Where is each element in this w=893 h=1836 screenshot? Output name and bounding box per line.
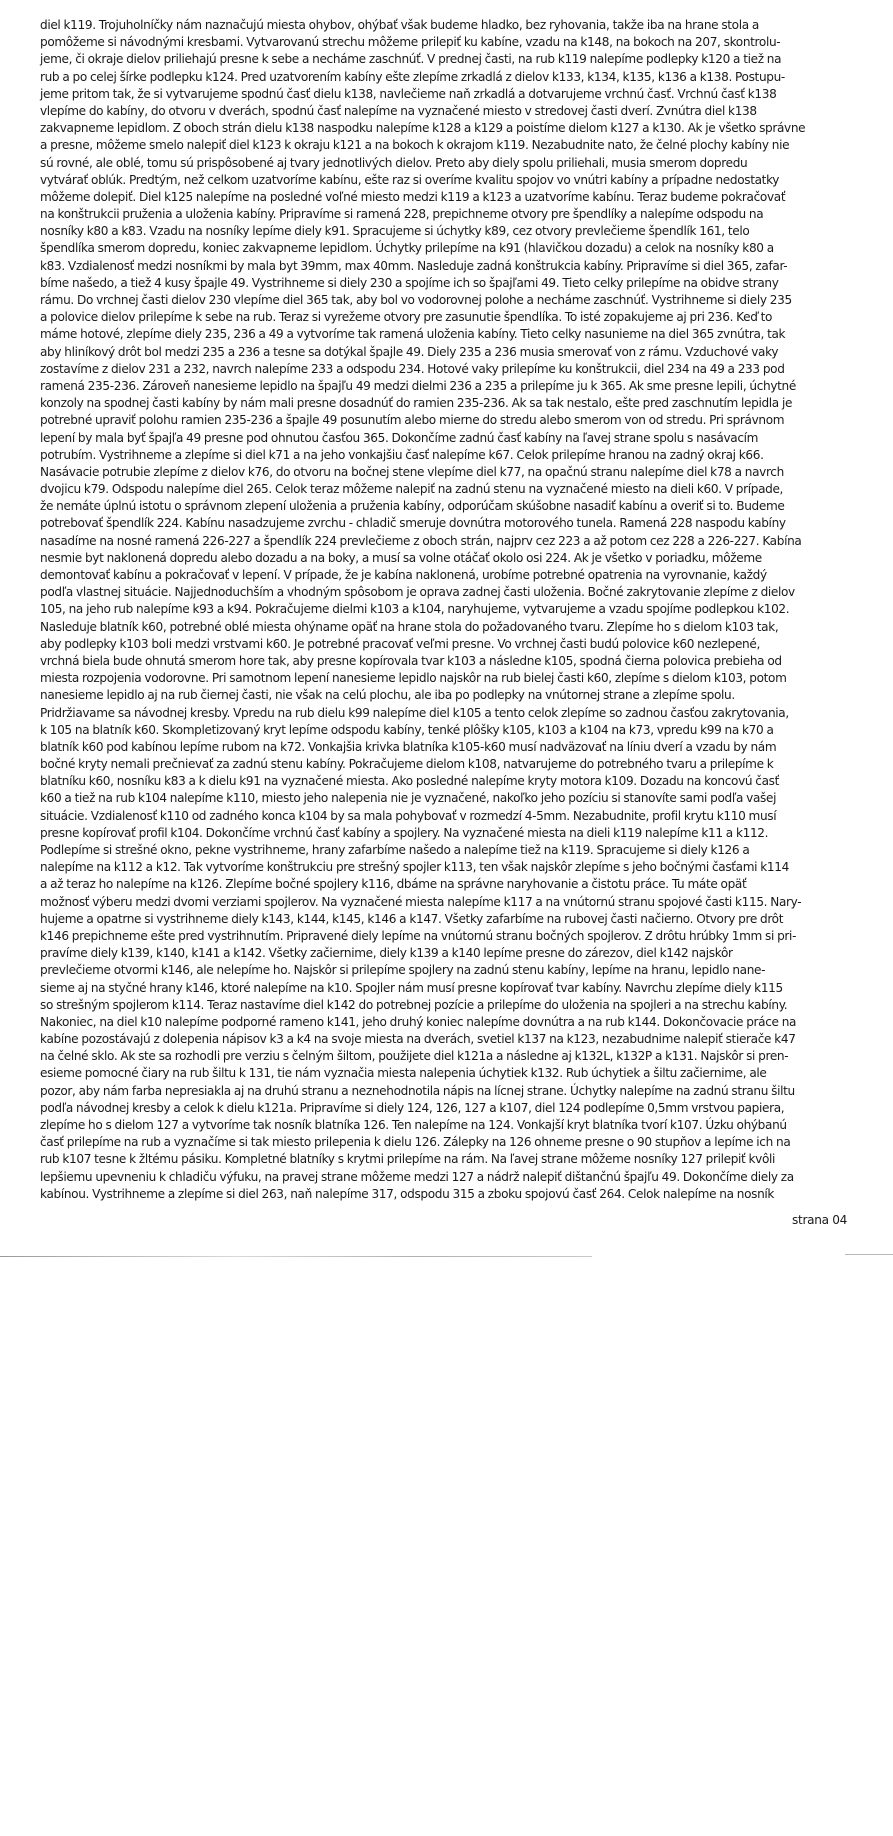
text-line: bočné kryty nemali prečnievať za zadnú stenu kabíny. Pokračujeme dielom k108, natvarujeme do potrebného tvaru a prilepíme k — [40, 757, 774, 772]
text-line: Nasávacie potrubie zlepíme z dielov k76, do otvoru na bočnej stene vlepíme diel k77, na opačnú stranu nalepíme diel k78 a navrch — [40, 464, 784, 479]
text-line: časť prilepíme na rub a vyznačíme si tak miesto prilepenia k dielu 126. Zálepky na 126 ohneme presne o 90 stupňov a lepíme ich na — [40, 1135, 791, 1150]
text-line: zostavíme z dielov 231 a 232, navrch nalepíme 233 a odspodu 234. Hotové vaky prilepíme ku konštrukcii, diel 234 na 49 a 233 pod — [40, 361, 785, 376]
text-line: k60 a tiež na rub k104 nalepíme k110, miesto jeho nalepenia nie je vyznačené, nakoľko jeho pozíciu si stanovíte sami podľa vašej — [40, 791, 777, 806]
text-line: podľa vlastnej situácie. Najjednoduchším a vhodným spôsobom je oprava zadnej časti uloženia. Bočné zakrytovanie zlepíme z dielov — [40, 585, 795, 600]
text-line: sú rovné, ale oblé, tomu sú prispôsobené aj tvary jednotlivých dielov. Preto aby diely spolu priliehali, musia smerom dopredu — [40, 155, 748, 170]
text-line: na konštrukcii pruženia a uloženia kabíny. Pripravíme si ramená 228, prepichneme otvory pre špendlíky a nalepíme odspodu na — [40, 207, 764, 222]
text-line: vrchná biela bude ohnutá smerom hore tak, aby presne kopírovala tvar k103 a následne k105, spodná čierna polovica prebieha od — [40, 653, 782, 668]
text-line: Nakoniec, na diel k10 nalepíme podporné rameno k141, jeho druhý koniec nalepíme dovnútra a na rub k144. Dokončovacie práce na — [40, 1014, 797, 1029]
text-line: a presne, môžeme smelo nalepiť diel k123 k okraju k121 a na bokoch k okrajom k119. Nezabudnite nato, že čelné plochy kabíny nie — [40, 138, 790, 153]
text-line: jeme pritom tak, že si vytvarujeme spodnú časť dielu k138, navlečieme naň zrkadlá a dotvarujeme vrchnú časť. Vrchnú časť k138 — [40, 86, 777, 101]
text-line: miesta rozpojenia vodorovne. Pri samotnom lepení nanesieme lepidlo najskôr na rub bielej časti k60, zlepíme s dielom k103, potom — [40, 671, 787, 686]
page-divider-line — [845, 1254, 893, 1255]
text-line: rub a po celej šírke podlepku k124. Pred uzatvorením kabíny ešte zlepíme zrkadlá z dielov k133, k134, k135, k136 a k138. Postupu- — [40, 69, 785, 84]
text-line: zlepíme ho s dielom 127 a vytvoríme tak nosník blatníka 126. Ten nalepíme na 124. Vonkajší kryt blatníka tvorí k107. Úzku ohýbanú — [40, 1118, 787, 1132]
text-line: máme hotové, zlepíme diely 235, 236 a 49 a vytvoríme tak ramená uloženia kabíny. Tieto celky nasunieme na diel 365 zvnútra, tak — [40, 327, 786, 342]
text-line: lepení by mala byť špajľa 49 presne pod ohnutou časťou 365. Dokončíme zadnú časť kabíny na ľavej strane spolu s nasávacím — [40, 430, 759, 445]
text-line: a polovice dielov prilepíme k sebe na rub. Teraz si vyrežeme otvory pre zasunutie špendlíka. To isté zopakujeme aj pri 236. Keď to — [40, 310, 773, 325]
body-text — [40, 17, 860, 1203]
text-line: že nemáte úplnú istotu o správnom zlepení uloženia a pruženia kabíny, odporúčam skúšobne nasadiť kabínu a overiť si to. Budeme — [40, 499, 785, 514]
text-line: blatník k60 pod kabínou lepíme rubom na k72. Vonkajšia krivka blatníka k105-k60 musí nadväzovať na líniu dverí a vzadu by nám — [40, 739, 777, 754]
text-line: lepšiemu upevneniu k chladiču výfuku, na pravej strane môžeme medzi 127 a nádrž nalepiť dištančnú špajľu 49. Dokončíme diely za — [40, 1169, 794, 1184]
text-line: potrebovať špendlík 224. Kabínu nasadzujeme zvrchu - chladič smeruje dovnútra motorového tunela. Ramená 228 naspodu kabíny — [40, 516, 786, 531]
text-line: blatníku k60, nosníku k83 a k dielu k91 na vyznačené miesta. Ako posledné nalepíme kryty motora k109. Dozadu na koncovú časť — [40, 774, 780, 789]
text-line: vlepíme do kabíny, do otvoru v dverách, spodnú časť nalepíme na vyznačené miesto v stredovej časti dverí. Zvnútra diel k138 — [40, 103, 757, 118]
text-line: demontovať kabínu a pokračovať v lepení. V prípade, že je kabína naklonená, urobíme potrebné opatrenia na vyrovnanie, každý — [40, 568, 767, 582]
text-line: potrubím. Vystrihneme a zlepíme si diel k71 a na jeho vonkajšiu časť nalepíme k67. Celok prilepíme hranou na zadný okraj k66. — [40, 447, 764, 462]
text-line: k 105 na blatník k60. Skompletizovaný kryt lepíme odspodu kabíny, tenké plôšky k105, k103 a k104 na k73, vpredu k99 na k70 a — [40, 722, 774, 737]
text-line: diel k119. Trojuholníčky nám naznačujú miesta ohybov, ohýbať však budeme hladko, bez ryhovania, takže iba na hrane stola a — [40, 18, 759, 32]
text-line: a až teraz ho nalepíme na k126. Zlepíme bočné spojlery k116, dbáme na správne naryhovanie a čistotu práce. Tu máte opäť — [40, 877, 747, 892]
text-line: špendlíka smerom dopredu, koniec zakvapneme lepidlom. Úchytky prilepíme na k91 (hlavičkou dozadu) a celok na nosníky k80 a — [40, 241, 774, 256]
text-line: situácie. Vzdialenosť k110 od zadného konca k104 by sa mala pohybovať v rozmedzí 4-5mm. Nezabudnite, profil krytu k110 musí — [40, 808, 777, 823]
text-line: podľa návodnej kresby a celok k dielu k121a. Pripravíme si diely 124, 126, 127 a k107, diel 124 podlepíme 0,5mm vrstvou papiera, — [40, 1100, 785, 1115]
text-line: esieme pomocné čiary na rub šiltu k 131, tie nám vyznačia miesta nalepenia úchytiek k132. Rub úchytiek a šiltu začiernime, ale — [40, 1066, 767, 1081]
text-line: hujeme a opatrne si vystrihneme diely k143, k144, k145, k146 a k147. Všetky zafarbíme na rubovej časti načierno. Otvory pre drôt — [40, 911, 784, 926]
text-line: rámu. Do vrchnej časti dielov 230 vlepíme diel 365 tak, aby bol vo vodorovnej polohe a necháme zaschnúť. Vystrihneme si diely 235 — [40, 293, 792, 307]
text-line: môžeme dolepiť. Diel k125 nalepíme na posledné voľné miesto medzi k119 a k123 a uzatvoríme kabínu. Teraz budeme pokračovať — [40, 189, 786, 204]
text-line: potrebné upraviť polohu ramien 235-236 a špajle 49 posunutím alebo mierne do stredu alebo smerom von od stredu. Pri správnom — [40, 413, 785, 428]
text-line: jeme, či okraje dielov priliehajú presne k sebe a necháme zaschnúť. V prednej časti, na rub k119 nalepíme podlepky k120 a tiež na — [40, 52, 782, 67]
text-line: presne kopírovať profil k104. Dokončíme vrchnú časť kabíny a spojlery. Na vyznačené miesta na dieli k119 nalepíme k11 a k112. — [40, 825, 769, 840]
text-line: rub k107 tesne k žltému pásiku. Kompletné blatníky s krytmi prilepíme na rám. Na ľavej strane môžeme nosníky 127 prilepiť kvôli — [40, 1152, 776, 1167]
text-line: Podlepíme si strešné okno, pekne vystrihneme, hrany zafarbíme našedo a nalepíme tiež na k119. Spracujeme si diely k126 a — [40, 843, 750, 857]
text-line: pomôžeme si návodnými kresbami. Vytvarovanú strechu môžeme prilepiť ku kabíne, vzadu na k148, na bokoch na 207, skontrolu- — [40, 35, 781, 50]
text-line: sieme aj na styčné hrany k146, ktoré nalepíme na k10. Spojler nám musí presne kopírovať tvar kabíny. Navrchu zlepíme diely k115 — [40, 980, 783, 995]
text-line: vytvárať oblúk. Predtým, než celkom uzatvoríme kabínu, ešte raz si overíme kvalitu spojov vo vnútri kabíny a prípadne nedostatky — [40, 172, 780, 187]
text-line: kabínou. Vystrihneme a zlepíme si diel 263, naň nalepíme 317, odspodu 315 a zboku spojovú časť 264. Celok nalepíme na nosník — [40, 1186, 775, 1201]
text-line: aby podlepky k103 boli medzi vrstvami k60. Je potrebné pracovať veľmi presne. Vo vrchnej časti budú polovice k60 nezlepené, — [40, 636, 760, 651]
text-line: aby hliníkový drôt bol medzi 235 a 236 a tesne sa dotýkal špajle 49. Diely 235 a 236 musia smerovať von z rámu. Vzduchové vaky — [40, 344, 779, 359]
text-line: pravíme diely k139, k140, k141 a k142. Všetky začiernime, diely k139 a k140 lepíme presne do zárezov, diel k142 najskôr — [40, 946, 733, 961]
text-line: kabíne pozostávajú z dolepenia nápisov k3 a k4 na svoje miesta na dverách, svetiel k137 na k123, nezabudnime nalepiť stierače k47 — [40, 1032, 796, 1047]
text-line: k83. Vzdialenosť medzi nosníkmi by mala byt 39mm, max 40mm. Nasleduje zadná konštrukcia kabíny. Pripravíme si diel 365, zafar- — [40, 258, 788, 273]
text-line: prevlečieme otvormi k146, ale nelepíme ho. Najskôr si prilepíme spojlery na zadnú stenu kabíny, lepíme na hranu, lepidlo nane- — [40, 963, 766, 978]
text-line: Pridržiavame sa návodnej kresby. Vpredu na rub dielu k99 nalepíme diel k105 a tento celok zlepíme so zadnou časťou zakrytovania, — [40, 705, 789, 720]
text-line: so strešným spojlerom k114. Teraz nastavíme diel k142 do potrebnej pozície a prilepíme do uloženia na spojleri a na strechu kabíny. — [40, 997, 788, 1012]
page-divider-line — [0, 1256, 592, 1257]
text-line: zakvapneme lepidlom. Z oboch strán dielu k138 naspodku nalepíme k128 a k129 a poistíme dielom k127 a k130. Ak je všetko správne — [40, 121, 806, 136]
text-line: bíme našedo, a tiež 4 kusy špajle 49. Vystrihneme si diely 230 a spojíme ich so špajľami 49. Tieto celky prilepíme na obidve strany — [40, 275, 779, 290]
text-line: nasadíme na nosné ramená 226-227 a špendlík 224 prevlečieme z oboch strán, najprv cez 223 a až potom cez 228 a 226-227. Kabína — [40, 533, 802, 548]
text-line: nalepíme na k112 a k12. Tak vytvoríme konštrukciu pre strešný spojler k113, ten však najskôr zlepíme s jeho bočnými časťami k114 — [40, 860, 789, 875]
text-line: 105, na jeho rub nalepíme k93 a k94. Pokračujeme dielmi k103 a k104, naryhujeme, vytvarujeme a vzadu spojíme podlepkou k102. — [40, 602, 790, 617]
text-line: nanesieme lepidlo aj na rub čiernej časti, nie však na celú plochu, ale iba po podlepky na vnútornej strane a zlepíme spolu. — [40, 688, 735, 703]
text-line: konzoly na spodnej časti kabíny by nám mali presne dosadnúť do ramien 235-236. Ak sa tak nestalo, ešte pred zaschnutím lepidla je — [40, 396, 793, 411]
text-line: dvojicu k79. Odspodu nalepíme diel 265. Celok teraz môžeme nalepiť na zadnú stenu na vyznačené miesto na dieli k60. V prípade, — [40, 482, 784, 497]
page-number: strana 04 — [792, 1213, 848, 1227]
text-line: nosníky k80 a k83. Vzadu na nosníky lepíme diely k91. Spracujeme si úchytky k89, cez otvory prevlečieme špendlík 161, telo — [40, 224, 750, 239]
text-line: možnosť výberu medzi dvomi verziami spojlerov. Na vyznačené miesta nalepíme k117 a na vnútornú stranu spojové časti k115. Nary- — [40, 894, 802, 909]
text-line: pozor, aby nám farba nepresiakla aj na druhú stranu a neznehodnotila nápis na lícnej strane. Úchytky nalepíme na zadnú stranu šiltu — [40, 1083, 795, 1098]
text-line: k146 prepichneme ešte pred vystrihnutím. Pripravené diely lepíme na vnútornú stranu bočných spojlerov. Z drôtu hrúbky 1mm si pri- — [40, 928, 797, 943]
text-line: na čelné sklo. Ak ste sa rozhodli pre verziu s čelným šiltom, použijete diel k121a a následne aj k132L, k132P a k131. Najskôr si pren- — [40, 1049, 789, 1064]
text-line: nesmie byt naklonená dopredu alebo dozadu a na boky, a musí sa volne otáčať okolo osi 224. Ak je všetko v poriadku, môžeme — [40, 550, 762, 565]
text-line: Nasleduje blatník k60, potrebné oblé miesta ohýname opäť na hrane stola do požadovaného tvaru. Zlepíme ho s dielom k103 tak, — [40, 619, 779, 634]
text-line: ramená 235-236. Zároveň nanesieme lepidlo na špajľu 49 medzi dielmi 236 a 235 a prilepíme ju k 365. Ak sme presne lepili, úchytné — [40, 378, 796, 393]
